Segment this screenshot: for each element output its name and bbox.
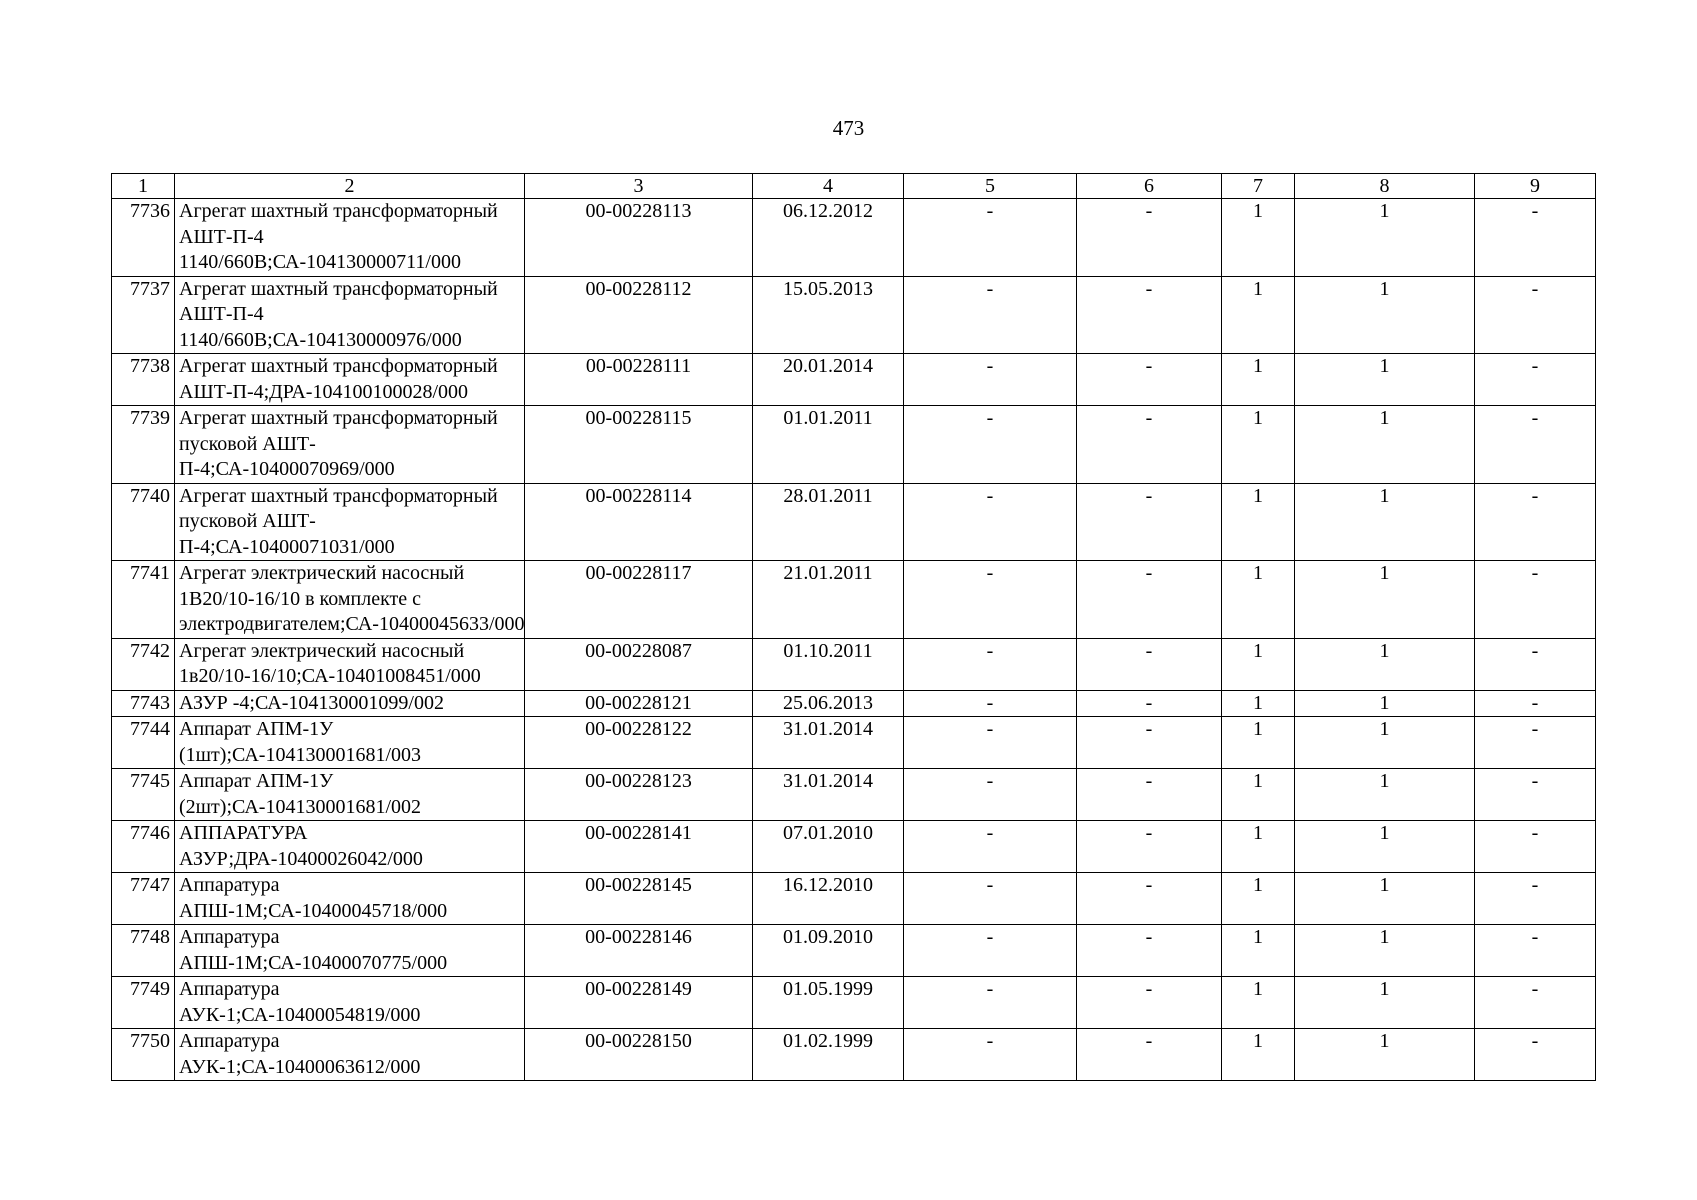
column-header: 6 xyxy=(1077,174,1222,199)
inventory-number-cell: 00-00228150 xyxy=(525,1029,753,1081)
inventory-number-cell: 00-00228117 xyxy=(525,561,753,639)
column-8-cell: 1 xyxy=(1295,561,1475,639)
column-header: 7 xyxy=(1222,174,1295,199)
table-row xyxy=(112,821,1596,873)
column-7-cell: 1 xyxy=(1222,977,1295,1029)
row-number-cell: 7737 xyxy=(112,276,175,354)
column-8-cell: 1 xyxy=(1295,199,1475,277)
inventory-number-cell: 00-00228114 xyxy=(525,483,753,561)
item-name-cell: Аппарат АПМ-1У (2шт);СА-104130001681/002 xyxy=(175,769,525,821)
column-9-cell: - xyxy=(1475,717,1596,769)
table-row xyxy=(112,561,1596,639)
column-5-cell: - xyxy=(904,406,1077,484)
column-5-cell: - xyxy=(904,717,1077,769)
item-name-cell: Агрегат электрический насосный 1В20/10-16/10 в комплекте с электродвигателем;СА-10400045633/000 xyxy=(175,561,525,639)
item-name-cell: Агрегат электрический насосный 1в20/10-16/10;СА-10401008451/000 xyxy=(175,638,525,690)
date-cell: 01.10.2011 xyxy=(753,638,904,690)
column-5-cell: - xyxy=(904,276,1077,354)
column-8-cell: 1 xyxy=(1295,769,1475,821)
column-8-cell: 1 xyxy=(1295,690,1475,717)
inventory-number-cell: 00-00228146 xyxy=(525,925,753,977)
column-6-cell: - xyxy=(1077,717,1222,769)
column-8-cell: 1 xyxy=(1295,925,1475,977)
column-8-cell: 1 xyxy=(1295,717,1475,769)
column-9-cell: - xyxy=(1475,199,1596,277)
column-5-cell: - xyxy=(904,769,1077,821)
item-name-cell: Аппарат АПМ-1У (1шт);СА-104130001681/003 xyxy=(175,717,525,769)
item-name-cell: Аппаратура АПШ-1М;СА-10400045718/000 xyxy=(175,873,525,925)
column-6-cell: - xyxy=(1077,925,1222,977)
item-name-cell: Агрегат шахтный трансформаторный пусковой АШТ-П-4;СА-10400071031/000 xyxy=(175,483,525,561)
inventory-number-cell: 00-00228121 xyxy=(525,690,753,717)
column-9-cell: - xyxy=(1475,977,1596,1029)
column-5-cell: - xyxy=(904,354,1077,406)
column-5-cell: - xyxy=(904,1029,1077,1081)
registry-table xyxy=(111,173,1596,1081)
column-8-cell: 1 xyxy=(1295,638,1475,690)
column-7-cell: 1 xyxy=(1222,769,1295,821)
row-number-cell: 7743 xyxy=(112,690,175,717)
column-9-cell: - xyxy=(1475,769,1596,821)
column-8-cell: 1 xyxy=(1295,406,1475,484)
row-number-cell: 7742 xyxy=(112,638,175,690)
column-header: 8 xyxy=(1295,174,1475,199)
column-7-cell: 1 xyxy=(1222,690,1295,717)
date-cell: 01.01.2011 xyxy=(753,406,904,484)
item-name-cell: Аппаратура АПШ-1М;СА-10400070775/000 xyxy=(175,925,525,977)
column-8-cell: 1 xyxy=(1295,821,1475,873)
column-9-cell: - xyxy=(1475,354,1596,406)
column-8-cell: 1 xyxy=(1295,873,1475,925)
table-row xyxy=(112,354,1596,406)
date-cell: 06.12.2012 xyxy=(753,199,904,277)
row-number-cell: 7739 xyxy=(112,406,175,484)
column-header: 4 xyxy=(753,174,904,199)
inventory-number-cell: 00-00228122 xyxy=(525,717,753,769)
column-5-cell: - xyxy=(904,821,1077,873)
table-row xyxy=(112,638,1596,690)
column-7-cell: 1 xyxy=(1222,561,1295,639)
column-8-cell: 1 xyxy=(1295,483,1475,561)
table-row xyxy=(112,483,1596,561)
column-5-cell: - xyxy=(904,483,1077,561)
column-9-cell: - xyxy=(1475,561,1596,639)
inventory-number-cell: 00-00228112 xyxy=(525,276,753,354)
table-row xyxy=(112,406,1596,484)
date-cell: 20.01.2014 xyxy=(753,354,904,406)
inventory-number-cell: 00-00228123 xyxy=(525,769,753,821)
row-number-cell: 7738 xyxy=(112,354,175,406)
date-cell: 01.02.1999 xyxy=(753,1029,904,1081)
item-name-cell: АЗУР -4;СА-104130001099/002 xyxy=(175,690,525,717)
column-6-cell: - xyxy=(1077,769,1222,821)
column-9-cell: - xyxy=(1475,690,1596,717)
row-number-cell: 7749 xyxy=(112,977,175,1029)
column-6-cell: - xyxy=(1077,1029,1222,1081)
column-7-cell: 1 xyxy=(1222,873,1295,925)
column-6-cell: - xyxy=(1077,821,1222,873)
table-row xyxy=(112,977,1596,1029)
inventory-number-cell: 00-00228149 xyxy=(525,977,753,1029)
item-name-cell: Аппаратура АУК-1;СА-10400063612/000 xyxy=(175,1029,525,1081)
column-8-cell: 1 xyxy=(1295,1029,1475,1081)
page-number: 473 xyxy=(832,116,865,140)
row-number-cell: 7748 xyxy=(112,925,175,977)
column-5-cell: - xyxy=(904,925,1077,977)
table-row xyxy=(112,276,1596,354)
column-9-cell: - xyxy=(1475,483,1596,561)
column-6-cell: - xyxy=(1077,199,1222,277)
column-7-cell: 1 xyxy=(1222,483,1295,561)
column-6-cell: - xyxy=(1077,638,1222,690)
column-9-cell: - xyxy=(1475,1029,1596,1081)
column-9-cell: - xyxy=(1475,821,1596,873)
row-number-cell: 7750 xyxy=(112,1029,175,1081)
table-row xyxy=(112,769,1596,821)
column-7-cell: 1 xyxy=(1222,925,1295,977)
column-5-cell: - xyxy=(904,638,1077,690)
column-9-cell: - xyxy=(1475,925,1596,977)
column-5-cell: - xyxy=(904,690,1077,717)
column-header: 3 xyxy=(525,174,753,199)
inventory-number-cell: 00-00228115 xyxy=(525,406,753,484)
column-number-row xyxy=(112,174,1596,199)
column-9-cell: - xyxy=(1475,638,1596,690)
column-7-cell: 1 xyxy=(1222,1029,1295,1081)
date-cell: 15.05.2013 xyxy=(753,276,904,354)
column-6-cell: - xyxy=(1077,406,1222,484)
column-7-cell: 1 xyxy=(1222,406,1295,484)
inventory-number-cell: 00-00228145 xyxy=(525,873,753,925)
column-9-cell: - xyxy=(1475,873,1596,925)
date-cell: 07.01.2010 xyxy=(753,821,904,873)
column-header: 5 xyxy=(904,174,1077,199)
column-9-cell: - xyxy=(1475,406,1596,484)
row-number-cell: 7740 xyxy=(112,483,175,561)
inventory-number-cell: 00-00228111 xyxy=(525,354,753,406)
date-cell: 31.01.2014 xyxy=(753,769,904,821)
column-6-cell: - xyxy=(1077,873,1222,925)
row-number-cell: 7747 xyxy=(112,873,175,925)
table-row xyxy=(112,717,1596,769)
column-5-cell: - xyxy=(904,199,1077,277)
column-6-cell: - xyxy=(1077,690,1222,717)
inventory-number-cell: 00-00228087 xyxy=(525,638,753,690)
column-8-cell: 1 xyxy=(1295,977,1475,1029)
column-5-cell: - xyxy=(904,561,1077,639)
column-5-cell: - xyxy=(904,873,1077,925)
table-row xyxy=(112,199,1596,277)
date-cell: 01.09.2010 xyxy=(753,925,904,977)
column-5-cell: - xyxy=(904,977,1077,1029)
row-number-cell: 7745 xyxy=(112,769,175,821)
date-cell: 21.01.2011 xyxy=(753,561,904,639)
column-6-cell: - xyxy=(1077,561,1222,639)
item-name-cell: Агрегат шахтный трансформаторный пусковой АШТ-П-4;СА-10400070969/000 xyxy=(175,406,525,484)
table-row xyxy=(112,690,1596,717)
column-7-cell: 1 xyxy=(1222,638,1295,690)
date-cell: 28.01.2011 xyxy=(753,483,904,561)
table-row xyxy=(112,1029,1596,1081)
item-name-cell: Агрегат шахтный трансформаторный АШТ-П-4;ДРА-104100100028/000 xyxy=(175,354,525,406)
column-header: 9 xyxy=(1475,174,1596,199)
row-number-cell: 7741 xyxy=(112,561,175,639)
date-cell: 01.05.1999 xyxy=(753,977,904,1029)
column-header: 2 xyxy=(175,174,525,199)
row-number-cell: 7746 xyxy=(112,821,175,873)
column-9-cell: - xyxy=(1475,276,1596,354)
row-number-cell: 7736 xyxy=(112,199,175,277)
inventory-number-cell: 00-00228113 xyxy=(525,199,753,277)
row-number-cell: 7744 xyxy=(112,717,175,769)
inventory-number-cell: 00-00228141 xyxy=(525,821,753,873)
column-8-cell: 1 xyxy=(1295,276,1475,354)
date-cell: 25.06.2013 xyxy=(753,690,904,717)
item-name-cell: Агрегат шахтный трансформаторный АШТ-П-4 1140/660В;СА-104130000976/000 xyxy=(175,276,525,354)
item-name-cell: АППАРАТУРА АЗУР;ДРА-10400026042/000 xyxy=(175,821,525,873)
column-7-cell: 1 xyxy=(1222,821,1295,873)
column-6-cell: - xyxy=(1077,354,1222,406)
item-name-cell: Аппаратура АУК-1;СА-10400054819/000 xyxy=(175,977,525,1029)
date-cell: 16.12.2010 xyxy=(753,873,904,925)
table-row xyxy=(112,925,1596,977)
date-cell: 31.01.2014 xyxy=(753,717,904,769)
column-6-cell: - xyxy=(1077,977,1222,1029)
registry-body xyxy=(112,199,1596,1081)
column-7-cell: 1 xyxy=(1222,717,1295,769)
column-7-cell: 1 xyxy=(1222,199,1295,277)
item-name-cell: Агрегат шахтный трансформаторный АШТ-П-4 1140/660В;СА-104130000711/000 xyxy=(175,199,525,277)
column-6-cell: - xyxy=(1077,276,1222,354)
column-7-cell: 1 xyxy=(1222,354,1295,406)
table-row xyxy=(112,873,1596,925)
column-7-cell: 1 xyxy=(1222,276,1295,354)
column-header: 1 xyxy=(112,174,175,199)
column-8-cell: 1 xyxy=(1295,354,1475,406)
column-6-cell: - xyxy=(1077,483,1222,561)
